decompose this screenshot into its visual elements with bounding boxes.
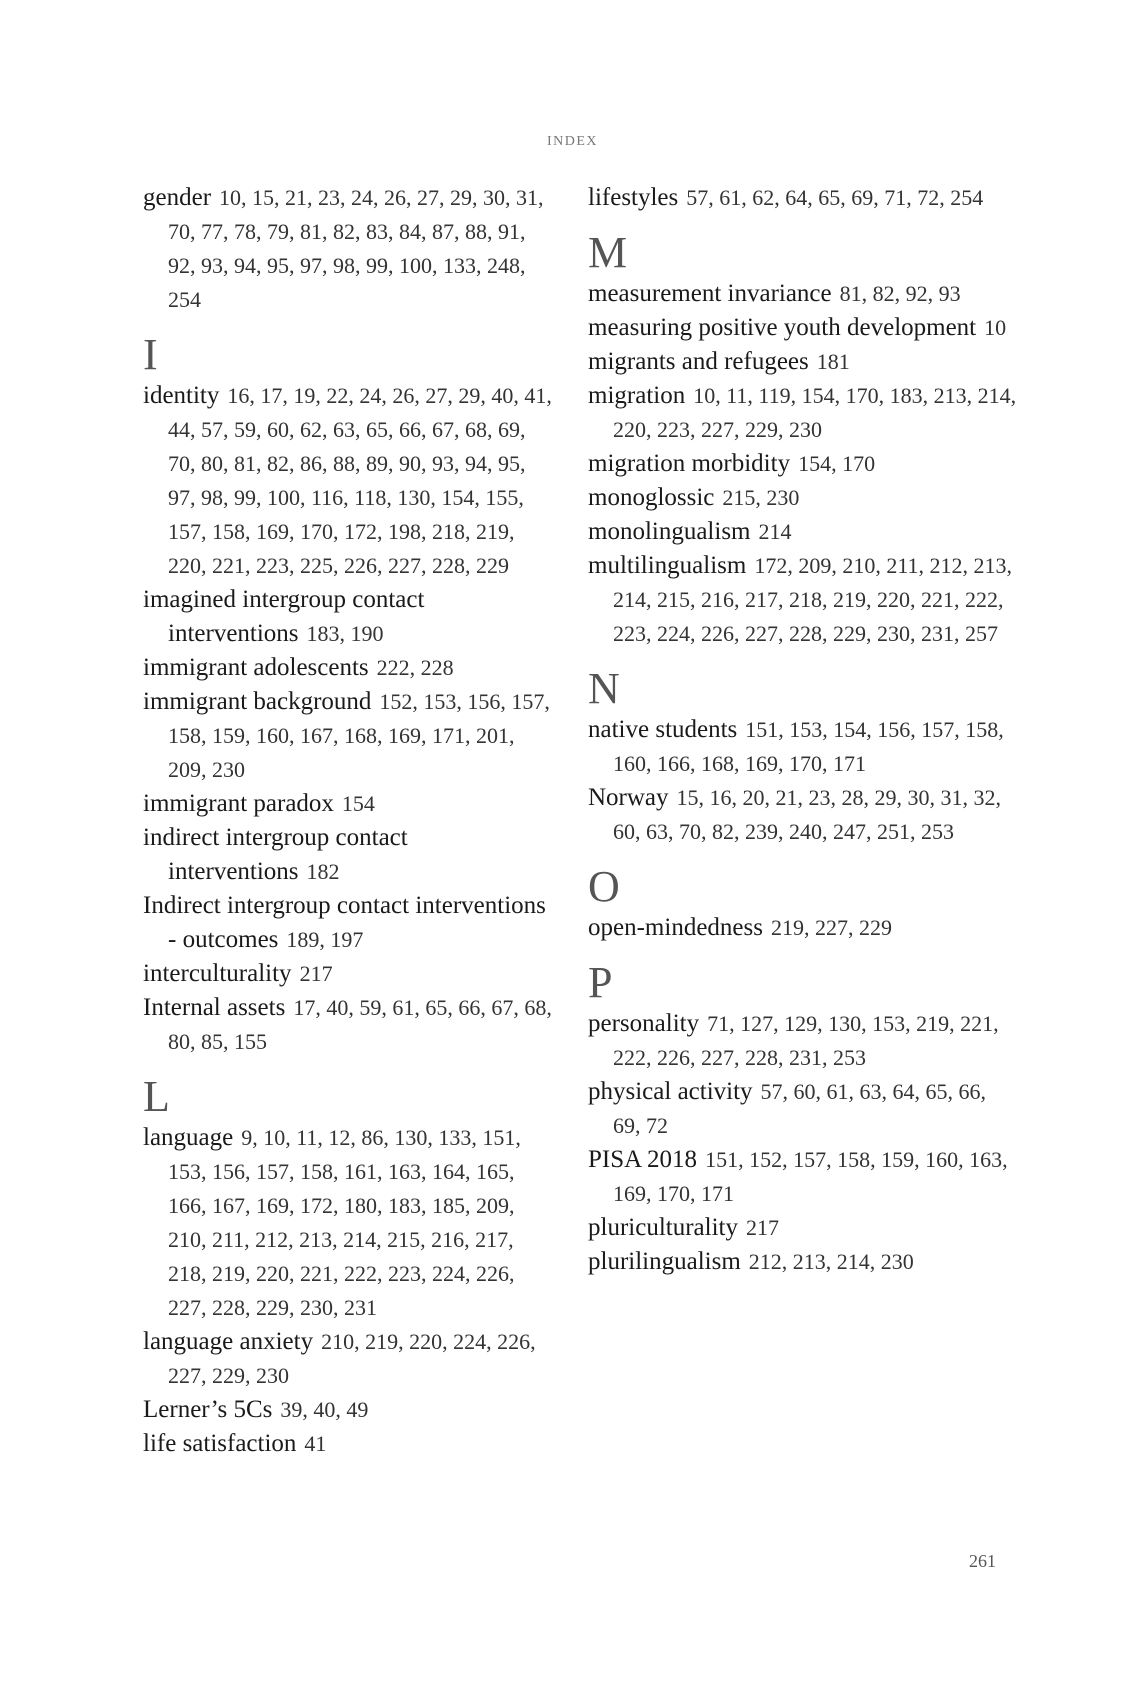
index-term: migration morbidity [588, 450, 791, 477]
page-references: 9, 10, 11, 12, 86, 130, 133, 151, 153, 156, 157, 158, 161, 163, 164, 165, 166, 167, 169, 172, 180, 183, 185, 209, 210, 211, 212, 213, 214, 215, 216, 217, 218, 219, 220, 221, 222, 223, 224, 226, 227, 228, 229, 230, 231 [168, 1125, 521, 1320]
index-term: imagined intergroup contact interventions [143, 586, 425, 647]
index-entry [143, 957, 553, 991]
index-entry [588, 713, 1018, 781]
index-entry [588, 1075, 1018, 1143]
page-references: 154 [341, 791, 375, 816]
index-term: measuring positive youth development [588, 314, 977, 341]
index-term: identity [143, 382, 220, 409]
index-term: plurilingualism [588, 1248, 741, 1275]
page-references: 81, 82, 92, 93 [839, 281, 961, 306]
page-references: 10 [984, 315, 1007, 340]
page-references: 219, 227, 229 [770, 915, 892, 940]
page-references: 15, 16, 20, 21, 23, 28, 29, 30, 31, 32, 60, 63, 70, 82, 239, 240, 247, 251, 253 [613, 785, 1002, 844]
page-references: 57, 60, 61, 63, 64, 65, 66, 69, 72 [613, 1079, 987, 1138]
page-references: 222, 228 [376, 655, 454, 680]
section-letter: L [143, 1072, 170, 1121]
page-references: 189, 197 [286, 927, 364, 952]
index-entry [143, 651, 553, 685]
section-letter: N [588, 664, 620, 713]
section-letter: M [588, 228, 628, 277]
page-references: 212, 213, 214, 230 [748, 1249, 914, 1274]
index-term: gender [143, 184, 212, 211]
index-term: PISA 2018 [588, 1146, 698, 1173]
index-entry [588, 481, 1018, 515]
index-term: Indirect intergroup contact interventions - outcomes [143, 892, 546, 953]
index-entry [143, 583, 553, 651]
section-letter: I [143, 330, 158, 379]
index-term: Internal assets [143, 994, 286, 1021]
index-term: open-mindedness [588, 914, 763, 941]
index-column-right [588, 181, 1018, 1279]
index-entry [588, 1211, 1018, 1245]
index-term: migration [588, 382, 686, 409]
index-entry [588, 447, 1018, 481]
index-entry [588, 181, 1018, 215]
index-term: life satisfaction [143, 1430, 297, 1457]
index-entry [143, 1325, 553, 1393]
page-references: 17, 40, 59, 61, 65, 66, 67, 68, 80, 85, 155 [168, 995, 552, 1054]
index-entry [143, 889, 553, 957]
index-term: measurement invariance [588, 280, 832, 307]
index-entry [143, 1427, 553, 1461]
index-term: interculturality [143, 960, 292, 987]
index-entry [143, 181, 553, 317]
index-entry [143, 685, 553, 787]
page-references: 152, 153, 156, 157, 158, 159, 160, 167, 168, 169, 171, 201, 209, 230 [168, 689, 550, 782]
page-references: 10, 15, 21, 23, 24, 26, 27, 29, 30, 31, 70, 77, 78, 79, 81, 82, 83, 84, 87, 88, 91, 92, 93, 94, 95, 97, 98, 99, 100, 133, 248, 254 [168, 185, 544, 312]
index-entry [143, 379, 553, 583]
index-term: language [143, 1124, 234, 1151]
page-references: 183, 190 [306, 621, 384, 646]
page-references: 172, 209, 210, 211, 212, 213, 214, 215, 216, 217, 218, 219, 220, 221, 222, 223, 224, 226, 227, 228, 229, 230, 231, 257 [613, 553, 1013, 646]
index-term: multilingualism [588, 552, 747, 579]
page-references: 151, 152, 157, 158, 159, 160, 163, 169, 170, 171 [613, 1147, 1008, 1206]
index-entry [588, 781, 1018, 849]
index-term: lifestyles [588, 184, 679, 211]
index-entry [588, 311, 1018, 345]
page-references: 57, 61, 62, 64, 65, 69, 71, 72, 254 [686, 185, 984, 210]
index-term: migrants and refugees [588, 348, 809, 375]
index-entry [588, 1143, 1018, 1211]
index-term: immigrant adolescents [143, 654, 369, 681]
index-entry [588, 911, 1018, 945]
index-term: immigrant paradox [143, 790, 334, 817]
page-references: 41 [304, 1431, 327, 1456]
index-entry [588, 515, 1018, 549]
index-entry [588, 1245, 1018, 1279]
index-entry [143, 1121, 553, 1325]
page-references: 10, 11, 119, 154, 170, 183, 213, 214, 220, 223, 227, 229, 230 [613, 383, 1017, 442]
page-references: 210, 219, 220, 224, 226, 227, 229, 230 [168, 1329, 536, 1388]
index-term: pluriculturality [588, 1214, 738, 1241]
index-term: personality [588, 1010, 700, 1037]
index-entry [588, 549, 1018, 651]
page-references: 217 [299, 961, 333, 986]
page-number: 261 [969, 1551, 996, 1571]
page-references: 16, 17, 19, 22, 24, 26, 27, 29, 40, 41, 44, 57, 59, 60, 62, 63, 65, 66, 67, 68, 69, 70, 80, 81, 82, 86, 88, 89, 90, 93, 94, 95, 97, 98, 99, 100, 116, 118, 130, 154, 155, 157, 158, 169, 170, 172, 198, 218, 219, 220, 221, 223, 225, 226, 227, 228, 229 [168, 383, 552, 578]
page-references: 151, 153, 154, 156, 157, 158, 160, 166, 168, 169, 170, 171 [613, 717, 1004, 776]
index-term: indirect intergroup contact interventions [143, 824, 408, 885]
index-entry [143, 787, 553, 821]
index-column-left [143, 181, 553, 1461]
index-entry [143, 821, 553, 889]
index-term: Lerner’s 5Cs [143, 1396, 273, 1423]
page-references: 214 [758, 519, 792, 544]
index-entry [588, 277, 1018, 311]
page-references: 182 [306, 859, 340, 884]
index-term: monolingualism [588, 518, 751, 545]
page-references: 217 [745, 1215, 779, 1240]
section-letter: P [588, 958, 613, 1007]
index-entry [588, 1007, 1018, 1075]
page-references: 39, 40, 49 [280, 1397, 369, 1422]
index-term: physical activity [588, 1078, 753, 1105]
index-term: language anxiety [143, 1328, 314, 1355]
section-letter: O [588, 862, 620, 911]
index-term: native students [588, 716, 738, 743]
page-references: 154, 170 [798, 451, 876, 476]
index-entry [588, 345, 1018, 379]
index-entry [588, 379, 1018, 447]
index-entry [143, 991, 553, 1059]
page-references: 215, 230 [722, 485, 800, 510]
index-term: immigrant background [143, 688, 372, 715]
page-references: 71, 127, 129, 130, 153, 219, 221, 222, 226, 227, 228, 231, 253 [613, 1011, 999, 1070]
page-references: 181 [816, 349, 850, 374]
index-term: Norway [588, 784, 669, 811]
running-head: INDEX [546, 134, 599, 149]
index-term: monoglossic [588, 484, 715, 511]
index-entry [143, 1393, 553, 1427]
